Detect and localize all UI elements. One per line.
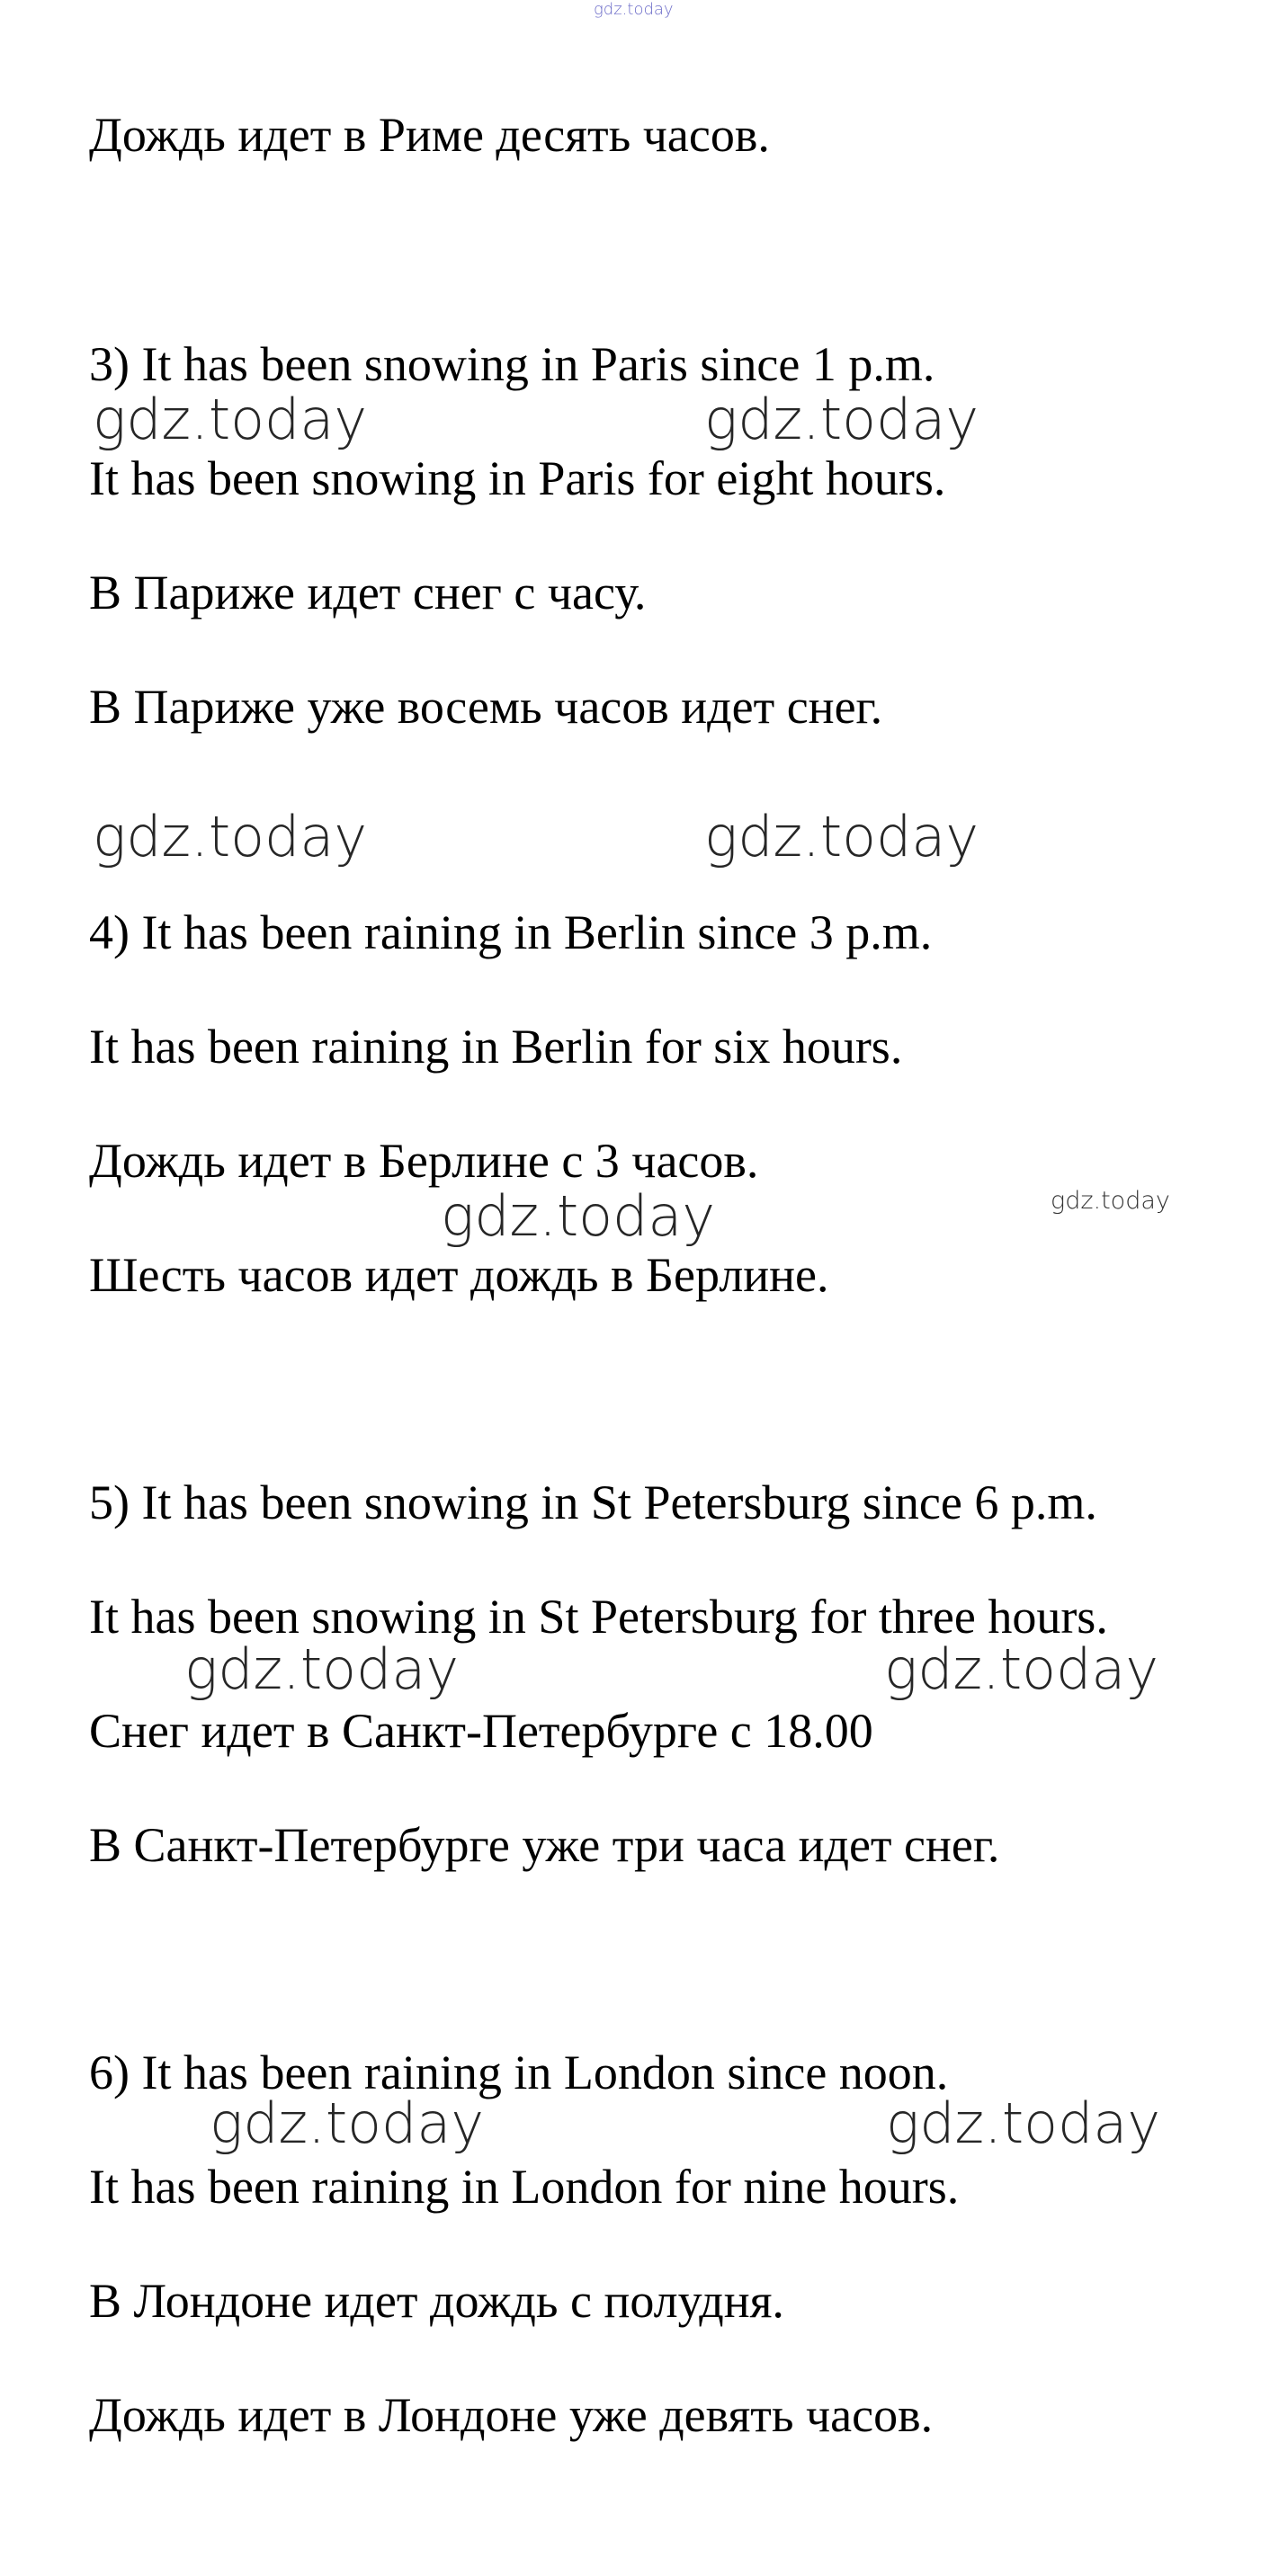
watermark: gdz.today xyxy=(886,2090,1161,2156)
text-line-london-ru-for: Дождь идет в Лондоне уже девять часов. xyxy=(89,2388,934,2442)
text-line-spb-for: It has been snowing in St Petersburg for three hours. xyxy=(89,1590,1108,1644)
text-line-paris-ru-since: В Париже идет снег с часу. xyxy=(89,566,647,619)
text-line-london-since: 6) It has been raining in London since noon. xyxy=(89,2046,949,2099)
text-line-paris-ru-for: В Париже уже восемь часов идет снег. xyxy=(89,680,883,734)
watermark: gdz.today xyxy=(93,387,368,452)
text-line-rome: Дождь идет в Риме десять часов. xyxy=(89,108,770,162)
text-line-berlin-for: It has been raining in Berlin for six hours. xyxy=(89,1020,903,1074)
watermark: gdz.today xyxy=(704,387,979,452)
text-line-london-for: It has been raining in London for nine hours. xyxy=(89,2160,960,2214)
text-line-berlin-since: 4) It has been raining in Berlin since 3 p.m. xyxy=(89,905,933,959)
text-line-spb-ru-since: Снег идет в Санкт-Петербурге с 18.00 xyxy=(89,1704,873,1758)
watermark: gdz.today xyxy=(704,804,979,869)
text-line-paris-for: It has been snowing in Paris for eight hours. xyxy=(89,451,946,505)
text-line-paris-since: 3) It has been snowing in Paris since 1 p.m. xyxy=(89,337,935,391)
watermark: gdz.today xyxy=(441,1183,716,1249)
text-line-berlin-ru-for: Шесть часов идет дождь в Берлине. xyxy=(89,1248,829,1302)
watermark: gdz.today xyxy=(93,804,368,869)
watermark: gdz.today xyxy=(210,2090,485,2156)
watermark-top: gdz.today xyxy=(594,0,674,19)
watermark: gdz.today xyxy=(184,1636,460,1702)
watermark-small: gdz.today xyxy=(1051,1187,1170,1215)
text-line-spb-since: 5) It has been snowing in St Petersburg since 6 p.m. xyxy=(89,1475,1097,1529)
text-line-berlin-ru-since: Дождь идет в Берлине с 3 часов. xyxy=(89,1134,759,1188)
text-line-spb-ru-for: В Санкт-Петербурге уже три часа идет снег. xyxy=(89,1818,1000,1872)
watermark: gdz.today xyxy=(884,1636,1159,1702)
text-line-london-ru-since: В Лондоне идет дождь с полудня. xyxy=(89,2274,784,2328)
